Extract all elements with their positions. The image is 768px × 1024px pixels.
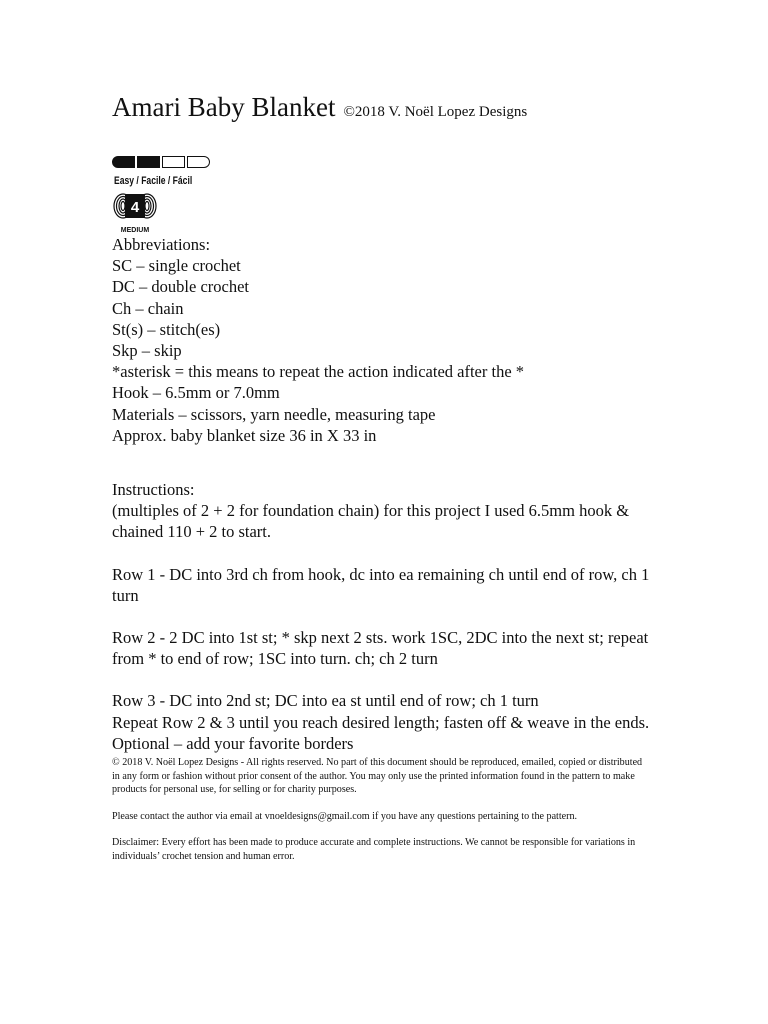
title-copyright: ©2018 V. Noël Lopez Designs: [343, 104, 528, 120]
abbreviation-item: Skp – skip: [112, 341, 182, 361]
contact-notice: Please contact the author via email at vnoeldesigns@gmail.com if you have any questions pertaining to the pattern.: [112, 810, 578, 822]
yarn-weight-label: MEDIUM: [120, 227, 150, 234]
rights-notice: © 2018 V. Noël Lopez Designs - All rights reserved. No part of this document should be reproduced, emailed, copied or distributed in any form or fashion without prior consent of the author. You may only use the printed information found in the pattern to make products for personal use, for selling or for charity purposes.: [112, 757, 643, 796]
abbreviation-item: Ch – chain: [112, 298, 184, 318]
abbreviation-item: St(s) – stitch(es): [112, 319, 221, 339]
skill-segment: [137, 156, 160, 168]
page-title: Amari Baby Blanket: [112, 92, 336, 122]
yarn-weight-number: 4: [130, 199, 140, 216]
skill-segment: [112, 156, 135, 168]
instructions-intro: (multiples of 2 + 2 for foundation chain) for this project I used 6.5mm hook & chained 110 + 2 to start.: [112, 501, 630, 542]
disclaimer-notice: Disclaimer: Every effort has been made to produce accurate and complete instructions. We cannot be responsible for variations in individuals’ crochet tension and human error.: [112, 837, 636, 862]
skill-level-label: Easy / Facile / Fácil: [114, 175, 193, 187]
skill-segment: [162, 156, 185, 168]
skill-level-bar-icon: [112, 156, 210, 168]
abbreviation-item: Hook – 6.5mm or 7.0mm: [112, 383, 280, 403]
fine-print: [112, 756, 652, 864]
abbreviation-item: Approx. baby blanket size 36 in X 33 in: [112, 425, 377, 445]
abbreviations-heading: Abbreviations:: [112, 235, 211, 254]
skill-segment: [187, 156, 210, 168]
abbreviation-item: SC – single crochet: [112, 256, 241, 276]
repeat-instruction: Repeat Row 2 & 3 until you reach desired length; fasten off & weave in the ends. Optional – add your favorite borders: [112, 712, 650, 753]
row-3-instruction: Row 3 - DC into 2nd st; DC into ea st until end of row; ch 1 turn: [112, 691, 539, 711]
abbreviation-item: Materials – scissors, yarn needle, measuring tape: [112, 404, 436, 424]
instructions-heading: Instructions:: [112, 480, 195, 500]
pattern-body: [112, 234, 672, 754]
abbreviation-item: DC – double crochet: [112, 277, 250, 297]
abbreviation-item: *asterisk = this means to repeat the action indicated after the *: [112, 362, 525, 382]
title-line: [112, 92, 527, 123]
row-1-instruction: Row 1 - DC into 3rd ch from hook, dc into ea remaining ch until end of row, ch 1 turn: [112, 564, 650, 605]
row-2-instruction: Row 2 - 2 DC into 1st st; * skp next 2 sts. work 1SC, 2DC into the next st; repeat from * to end of row; 1SC into turn. ch; ch 2 turn: [112, 628, 649, 669]
yarn-skein-icon: [111, 190, 161, 234]
